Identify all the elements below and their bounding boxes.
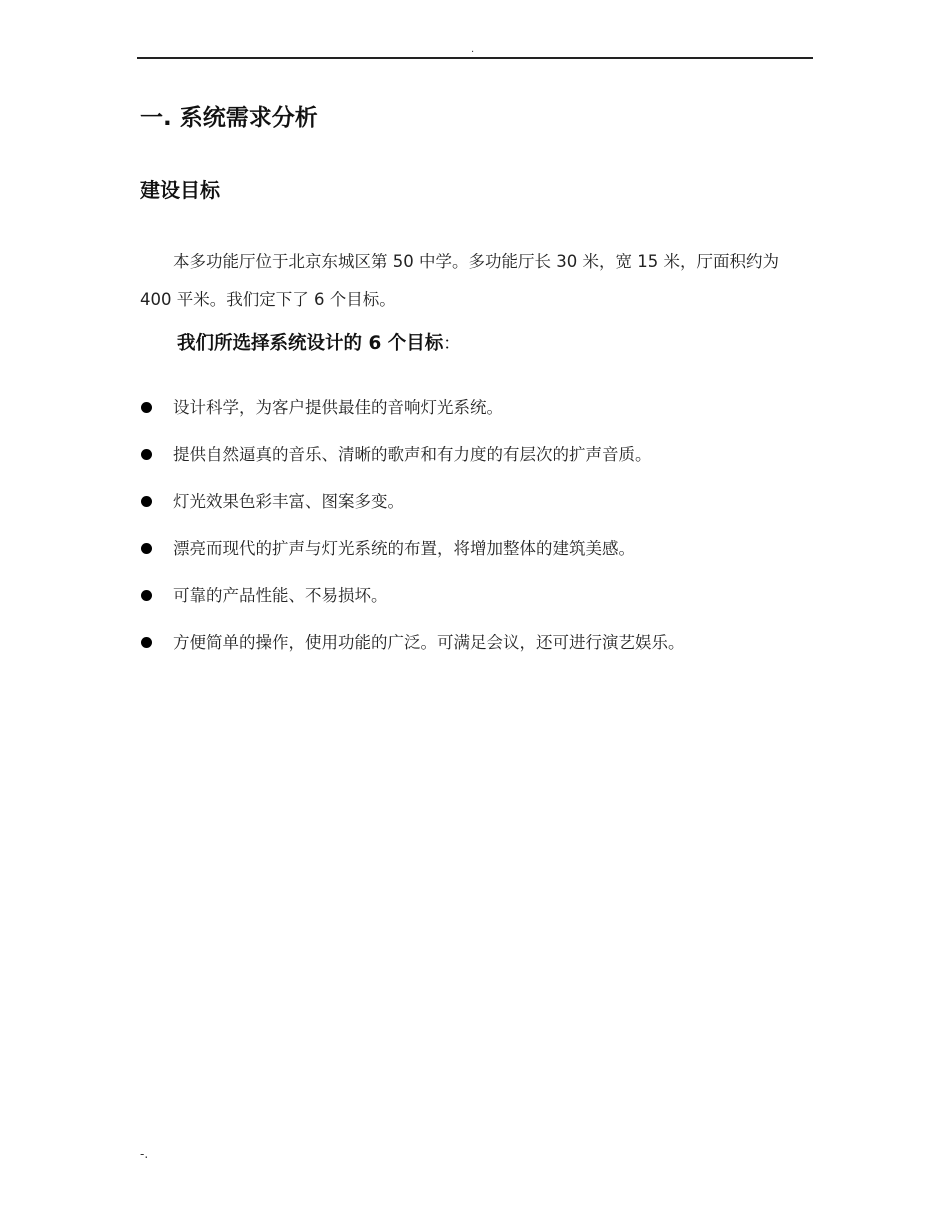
intro-paragraph: 本多功能厅位于北京东城区第 50 中学。多功能厅长 30 米，宽 15 米，厅面积约为 400 平米。我们定下了 6 个目标。 (140, 252, 779, 309)
goal-text: 提供自然逼真的音乐、清晰的歌声和有力度的有层次的扩声音质。 (173, 445, 652, 464)
bullet-icon (141, 543, 152, 554)
goal-list (140, 390, 820, 672)
goals-heading (177, 328, 460, 360)
goal-text: 可靠的产品性能、不易损坏。 (173, 586, 388, 605)
goal-text: 设计科学，为客户提供最佳的音响灯光系统。 (173, 398, 503, 417)
header-mark: . (471, 44, 475, 55)
bullet-icon (141, 496, 152, 507)
goal-text: 漂亮而现代的扩声与灯光系统的布置，将增加整体的建筑美感。 (173, 539, 635, 558)
goal-text: 方便简单的操作，使用功能的广泛。可满足会议，还可进行演艺娱乐。 (173, 633, 685, 652)
bullet-icon (141, 449, 152, 460)
bullet-icon (141, 402, 152, 413)
list-item (140, 531, 820, 578)
goals-heading-text: 我们所选择系统设计的 6 个目标 (177, 333, 444, 354)
goal-text: 灯光效果色彩丰富、图案多变。 (173, 492, 404, 511)
subsection-title: 建设目标 (140, 178, 220, 202)
list-item (140, 625, 820, 672)
section-title: 一. 系统需求分析 (140, 105, 318, 131)
header-rule (137, 57, 813, 59)
goals-heading-colon: ： (443, 334, 461, 354)
bullet-icon (141, 590, 152, 601)
footer-mark: -. (140, 1147, 149, 1161)
list-item (140, 484, 820, 531)
bullet-icon (141, 637, 152, 648)
list-item (140, 578, 820, 625)
list-item (140, 437, 820, 484)
list-item (140, 390, 820, 437)
